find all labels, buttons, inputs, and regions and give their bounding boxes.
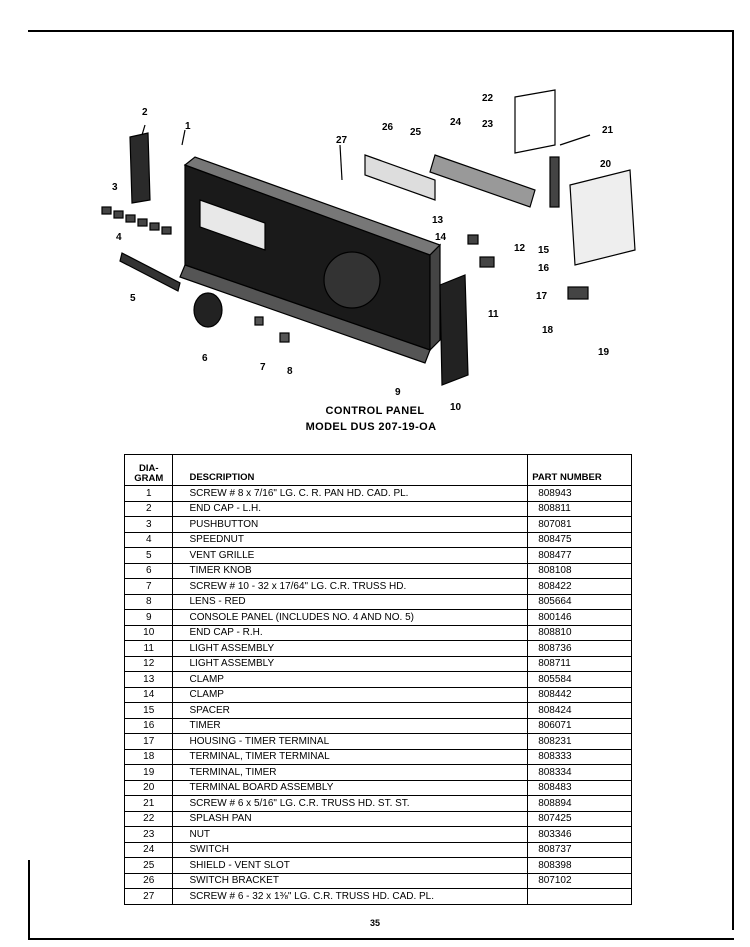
diagram-number-cell: 3	[125, 517, 173, 533]
description-cell: NUT	[173, 827, 528, 843]
part-number-cell: 808422	[528, 579, 632, 595]
description-cell: TERMINAL, TIMER	[173, 765, 528, 781]
table-row	[125, 687, 632, 703]
table-row	[125, 532, 632, 548]
part-number-cell: 808811	[528, 501, 632, 517]
diagram-number-cell: 16	[125, 718, 173, 734]
table-row	[125, 501, 632, 517]
description-cell: CLAMP	[173, 687, 528, 703]
vent-grille	[120, 253, 180, 291]
diagram-number-cell: 8	[125, 594, 173, 610]
part-number-cell: 808108	[528, 563, 632, 579]
part-number-cell: 807425	[528, 811, 632, 827]
description-cell: TERMINAL BOARD ASSEMBLY	[173, 780, 528, 796]
diagram-number-cell: 24	[125, 842, 173, 858]
table-row	[125, 594, 632, 610]
table-row	[125, 749, 632, 765]
svg-text:7: 7	[260, 362, 266, 373]
table-row	[125, 548, 632, 564]
description-cell: TIMER	[173, 718, 528, 734]
description-cell: SPACER	[173, 703, 528, 719]
col-header-diagram-line2: GRAM	[134, 473, 164, 484]
parts-table	[124, 454, 632, 905]
svg-text:11: 11	[488, 309, 499, 320]
part-number-cell: 808477	[528, 548, 632, 564]
description-cell: SHIELD - VENT SLOT	[173, 858, 528, 874]
part-number-cell: 808810	[528, 625, 632, 641]
description-cell: SPLASH PAN	[173, 811, 528, 827]
svg-text:18: 18	[542, 325, 554, 336]
pushbuttons	[102, 207, 171, 234]
svg-text:25: 25	[410, 127, 422, 138]
svg-text:6: 6	[202, 353, 208, 364]
part-number-cell: 808711	[528, 656, 632, 672]
svg-text:12: 12	[514, 243, 526, 254]
description-cell: SWITCH	[173, 842, 528, 858]
table-row	[125, 858, 632, 874]
svg-text:3: 3	[112, 182, 118, 193]
timer	[570, 170, 635, 265]
diagram-number-cell: 17	[125, 734, 173, 750]
description-cell: HOUSING - TIMER TERMINAL	[173, 734, 528, 750]
diagram-number-cell: 20	[125, 780, 173, 796]
diagram-number-cell: 6	[125, 563, 173, 579]
diagram-number-cell: 12	[125, 656, 173, 672]
description-cell: SPEEDNUT	[173, 532, 528, 548]
part-number-cell: 807102	[528, 873, 632, 889]
table-row	[125, 827, 632, 843]
svg-text:2: 2	[142, 107, 148, 118]
diagram-number-cell: 22	[125, 811, 173, 827]
diagram-number-cell: 25	[125, 858, 173, 874]
table-row	[125, 625, 632, 641]
description-cell: TERMINAL, TIMER TERMINAL	[173, 749, 528, 765]
col-header-diagram-line1: DIA-	[138, 463, 159, 474]
diagram-number-cell: 7	[125, 579, 173, 595]
table-row	[125, 842, 632, 858]
table-row	[125, 718, 632, 734]
diagram-number-cell: 13	[125, 672, 173, 688]
part-number-cell: 808333	[528, 749, 632, 765]
page-border-bottom	[28, 938, 734, 940]
svg-text:14: 14	[435, 232, 447, 243]
end-cap-lh	[130, 133, 150, 203]
table-row	[125, 517, 632, 533]
end-cap-rh	[440, 275, 468, 385]
shield-vent-slot	[365, 155, 435, 200]
part-number-cell: 805584	[528, 672, 632, 688]
part-number-cell: 803346	[528, 827, 632, 843]
diagram-number-cell: 11	[125, 641, 173, 657]
part-number-cell: 800146	[528, 610, 632, 626]
part-number-cell: 808943	[528, 486, 632, 502]
table-row	[125, 579, 632, 595]
table-row	[125, 765, 632, 781]
part-number-cell: 808424	[528, 703, 632, 719]
svg-text:10: 10	[450, 402, 462, 413]
svg-text:4: 4	[116, 232, 122, 243]
diagram-number-cell: 15	[125, 703, 173, 719]
table-row	[125, 486, 632, 502]
table-row	[125, 656, 632, 672]
part-number-cell: 808334	[528, 765, 632, 781]
svg-text:16: 16	[538, 263, 550, 274]
part-number-cell: 805664	[528, 594, 632, 610]
timer-terminal-housing	[568, 287, 588, 299]
col-header-description: DESCRIPTION	[173, 455, 528, 486]
page-number: 35	[369, 918, 380, 928]
table-row	[125, 703, 632, 719]
part-number-cell: 808231	[528, 734, 632, 750]
table-row	[125, 780, 632, 796]
splash-pan	[515, 90, 555, 153]
part-number-cell: 808442	[528, 687, 632, 703]
table-row	[125, 734, 632, 750]
svg-text:9: 9	[395, 387, 401, 398]
description-cell: END CAP - R.H.	[173, 625, 528, 641]
svg-text:17: 17	[536, 291, 548, 302]
description-cell: SCREW # 8 x 7/16" LG. C. R. PAN HD. CAD. PL.	[173, 486, 528, 502]
timer-dial	[324, 252, 380, 308]
col-header-part-number: PART NUMBER	[528, 455, 632, 486]
svg-text:22: 22	[482, 93, 494, 104]
diagram-number-cell: 4	[125, 532, 173, 548]
diagram-number-cell: 10	[125, 625, 173, 641]
part-number-cell: 808475	[528, 532, 632, 548]
svg-text:24: 24	[450, 117, 462, 128]
diagram-number-cell: 21	[125, 796, 173, 812]
diagram-number-cell: 14	[125, 687, 173, 703]
table-row	[125, 563, 632, 579]
table-header-row	[125, 455, 632, 486]
diagram-number-cell: 9	[125, 610, 173, 626]
svg-text:19: 19	[598, 347, 610, 358]
description-cell: CLAMP	[173, 672, 528, 688]
part-number-cell: 806071	[528, 718, 632, 734]
part-number-cell: 808736	[528, 641, 632, 657]
table-row	[125, 641, 632, 657]
table-row	[125, 796, 632, 812]
description-cell: LIGHT ASSEMBLY	[173, 656, 528, 672]
diagram-number-cell: 19	[125, 765, 173, 781]
part-number-cell	[528, 889, 632, 905]
timer-knob	[194, 293, 222, 327]
part-number-cell: 807081	[528, 517, 632, 533]
diagram-number-cell: 27	[125, 889, 173, 905]
svg-text:26: 26	[382, 122, 394, 133]
part-number-cell: 808398	[528, 858, 632, 874]
table-row	[125, 889, 632, 905]
col-header-diagram	[125, 455, 173, 486]
description-cell: TIMER KNOB	[173, 563, 528, 579]
diagram-model: MODEL DUS 207-19-OA	[305, 421, 437, 433]
part-number-cell: 808737	[528, 842, 632, 858]
svg-text:8: 8	[287, 366, 293, 377]
exploded-parts-diagram	[90, 85, 650, 415]
diagram-title: CONTROL PANEL	[325, 405, 425, 417]
part-number-cell: 808483	[528, 780, 632, 796]
description-cell: VENT GRILLE	[173, 548, 528, 564]
description-cell: END CAP - L.H.	[173, 501, 528, 517]
svg-text:27: 27	[336, 135, 348, 146]
description-cell: SCREW # 6 x 5/16" LG. C.R. TRUSS HD. ST. ST.	[173, 796, 528, 812]
table-row	[125, 672, 632, 688]
switch-bracket	[430, 155, 535, 207]
svg-text:23: 23	[482, 119, 494, 130]
svg-text:21: 21	[602, 125, 614, 136]
svg-text:20: 20	[600, 159, 612, 170]
table-row	[125, 873, 632, 889]
diagram-number-cell: 5	[125, 548, 173, 564]
description-cell: SCREW # 6 - 32 x 1⅜" LG. C.R. TRUSS HD. CAD. PL.	[173, 889, 528, 905]
part-number-cell: 808894	[528, 796, 632, 812]
description-cell: SWITCH BRACKET	[173, 873, 528, 889]
description-cell: LENS - RED	[173, 594, 528, 610]
description-cell: SCREW # 10 - 32 x 17/64" LG. C.R. TRUSS HD.	[173, 579, 528, 595]
description-cell: CONSOLE PANEL (INCLUDES NO. 4 AND NO. 5)	[173, 610, 528, 626]
table-row	[125, 811, 632, 827]
diagram-number-cell: 23	[125, 827, 173, 843]
diagram-number-cell: 1	[125, 486, 173, 502]
svg-text:13: 13	[432, 215, 444, 226]
diagram-number-cell: 2	[125, 501, 173, 517]
svg-text:1: 1	[185, 121, 191, 132]
page-border-left	[28, 860, 30, 940]
description-cell: LIGHT ASSEMBLY	[173, 641, 528, 657]
svg-text:5: 5	[130, 293, 136, 304]
diagram-number-cell: 26	[125, 873, 173, 889]
diagram-number-cell: 18	[125, 749, 173, 765]
table-row	[125, 610, 632, 626]
svg-text:15: 15	[538, 245, 550, 256]
description-cell: PUSHBUTTON	[173, 517, 528, 533]
